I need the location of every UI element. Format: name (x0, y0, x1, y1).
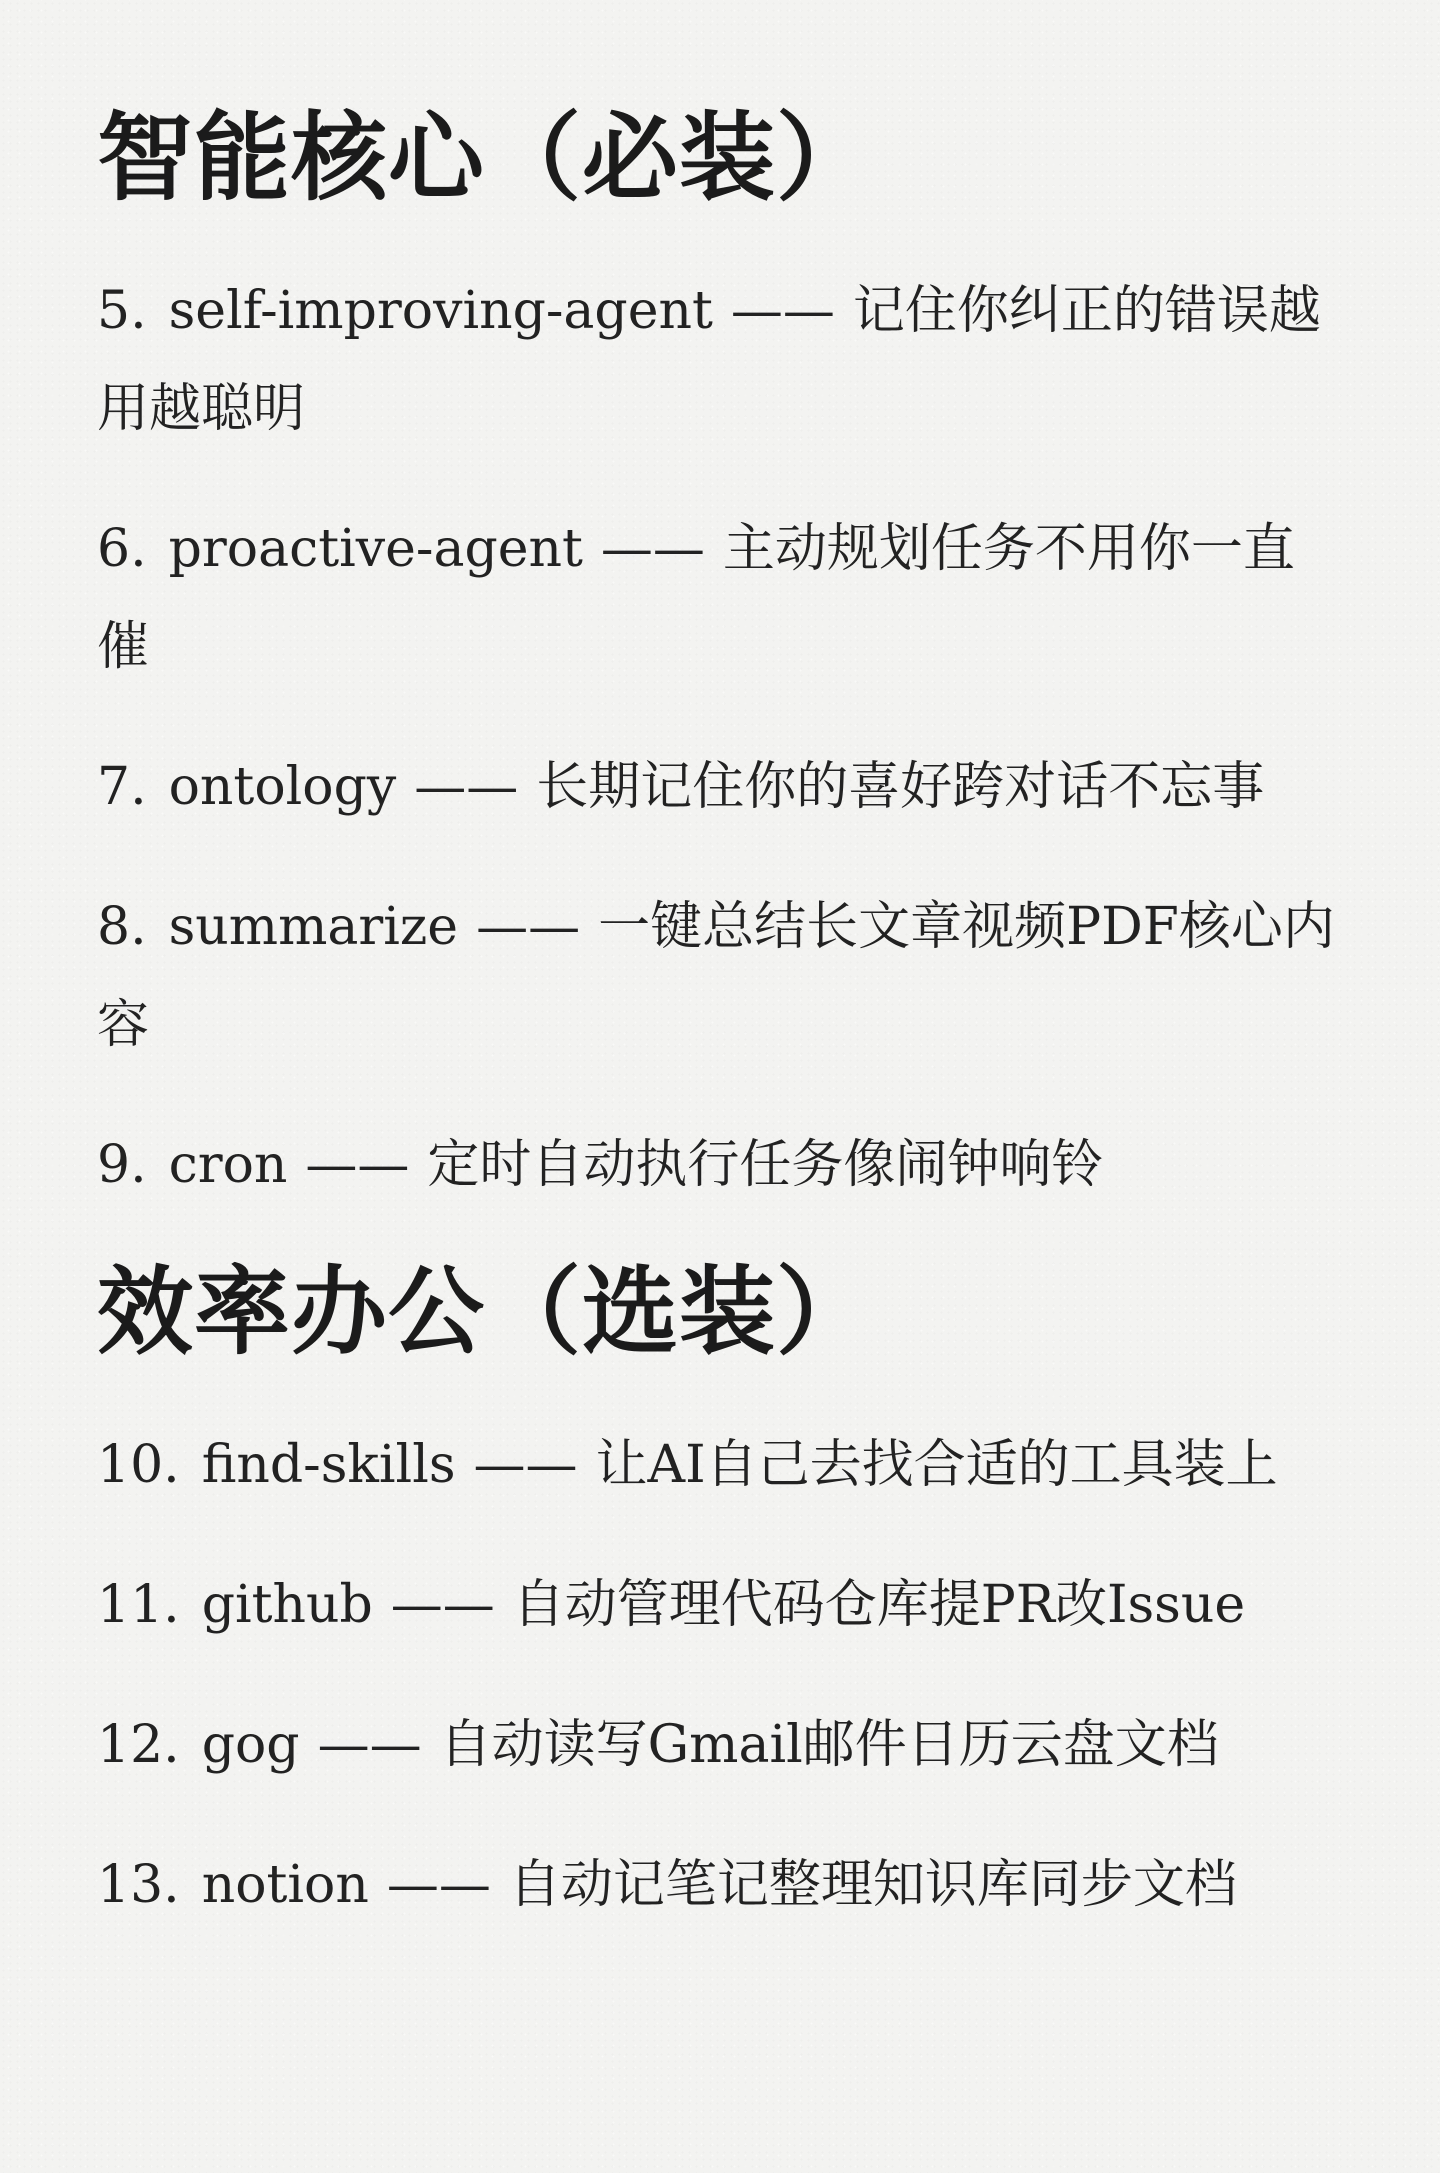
skill-name: gog (201, 1715, 300, 1775)
skill-description: 长期记住你的喜好跨对话不忘事 (536, 757, 1265, 817)
skill-name: cron (168, 1135, 288, 1195)
skill-list (97, 262, 1344, 1214)
separator-dash: —— (414, 757, 519, 817)
skill-name: notion (201, 1855, 369, 1915)
separator-dash: —— (305, 1135, 410, 1195)
section-productivity (97, 1250, 1344, 1934)
separator-dash: —— (390, 1575, 495, 1635)
skill-description: 定时自动执行任务像闹钟响铃 (427, 1135, 1104, 1195)
skill-name: find-skills (201, 1435, 456, 1495)
list-item (97, 262, 1344, 458)
skill-name: proactive-agent (168, 519, 583, 579)
skill-name: summarize (168, 897, 459, 957)
skill-name: github (201, 1575, 373, 1635)
list-item (97, 1556, 1344, 1654)
skill-name: self-improving-agent (168, 281, 713, 341)
skill-description: 让AI自己去找合适的工具装上 (595, 1435, 1278, 1495)
separator-dash: —— (317, 1715, 422, 1775)
item-number: 6. (97, 519, 147, 579)
item-number: 9. (97, 1135, 147, 1195)
skill-description: 自动管理代码仓库提PR改Issue (512, 1575, 1246, 1635)
skill-description: 记住你纠正的错误越用越聪明 (97, 281, 1321, 439)
separator-dash: —— (473, 1435, 578, 1495)
skill-description: 自动读写Gmail邮件日历云盘文档 (439, 1715, 1219, 1775)
item-number: 5. (97, 281, 147, 341)
section-core (97, 96, 1344, 1214)
item-number: 11. (97, 1575, 180, 1635)
list-item (97, 878, 1344, 1074)
item-number: 13. (97, 1855, 180, 1915)
separator-dash: —— (386, 1855, 491, 1915)
item-number: 7. (97, 757, 147, 817)
skill-list (97, 1416, 1344, 1934)
list-item (97, 1836, 1344, 1934)
list-item (97, 1416, 1344, 1514)
list-item (97, 500, 1344, 696)
skill-description: 自动记笔记整理知识库同步文档 (508, 1855, 1237, 1915)
separator-dash: —— (600, 519, 705, 579)
item-number: 8. (97, 897, 147, 957)
list-item (97, 738, 1344, 836)
skill-description: 一键总结长文章视频PDF核心内容 (97, 897, 1335, 1055)
item-number: 10. (97, 1435, 180, 1495)
list-item (97, 1696, 1344, 1794)
section-heading: 智能核心（必装） (97, 101, 873, 214)
separator-dash: —— (476, 897, 581, 957)
list-item (97, 1116, 1344, 1214)
separator-dash: —— (730, 281, 835, 341)
section-heading: 效率办公（选装） (97, 1255, 873, 1368)
skill-name: ontology (168, 757, 397, 817)
item-number: 12. (97, 1715, 180, 1775)
skill-description: 主动规划任务不用你一直催 (97, 519, 1295, 677)
